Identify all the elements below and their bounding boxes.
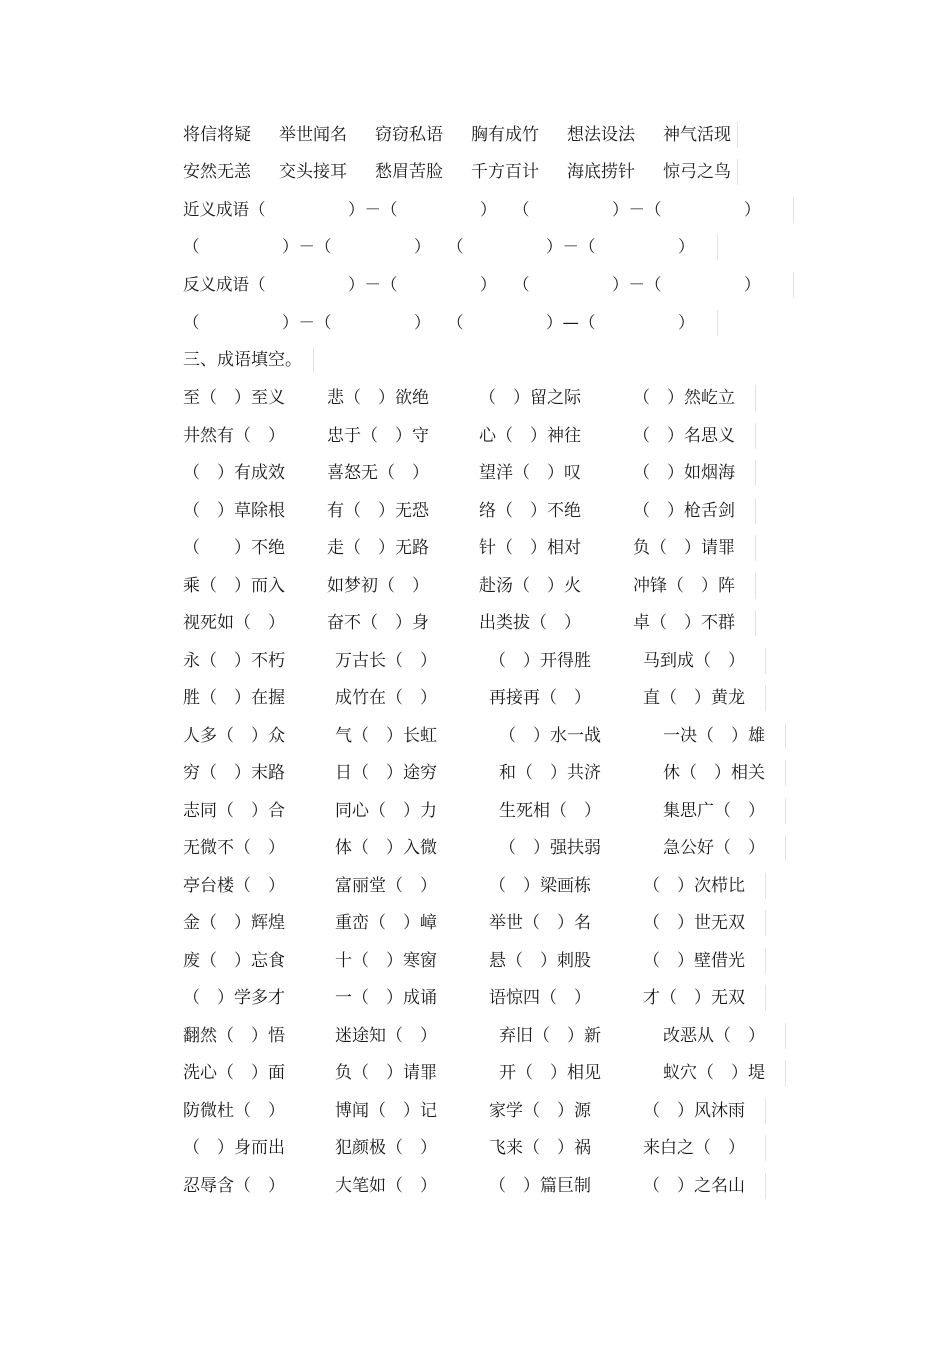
idiom-blank: 奋不（ ）身 [327,613,429,633]
idiom-blank: 成竹在（ ） [335,688,437,708]
idiom-word: 窃窃私语 [375,125,443,145]
idiom-blank: 博闻（ ）记 [335,1101,437,1121]
idiom-blank: 开（ ）相见 [499,1063,601,1083]
idiom-blank: 胜（ ）在握 [183,688,285,708]
idiom-blank: 万古长（ ） [335,651,437,671]
idiom-blank: 一（ ）成诵 [335,988,437,1008]
idiom-row [183,1173,766,1199]
idiom-blank: （ ）身而出 [183,1138,285,1158]
idiom-blank: 有（ ）无恐 [327,501,429,521]
idiom-blank: （ ）强扶弱 [499,838,601,858]
idiom-blank: 马到成（ ） [643,651,745,671]
idiom-blank: 举世（ ）名 [489,913,591,933]
idiom-blank: （ ）壁借光 [643,951,745,971]
idiom-blank: （ ）枪舌剑 [633,501,735,521]
idiom-word: 胸有成竹 [471,125,539,145]
idiom-blank: （ ）风沐雨 [643,1101,745,1121]
idiom-blank: （ ）草除根 [183,501,285,521]
idiom-blank: 和（ ）共济 [499,763,601,783]
idiom-blank: 出类拔（ ） [479,613,581,633]
idiom-row [183,648,766,674]
idiom-blank: 负（ ）请罪 [335,1063,437,1083]
idiom-blank: 大笔如（ ） [335,1176,437,1196]
idiom-word: 千方百计 [471,162,539,182]
idiom-blank: 再接再（ ） [489,688,591,708]
idiom-row [183,423,756,449]
idiom-row [183,760,786,786]
idiom-blank: 废（ ）忘食 [183,951,285,971]
idiom-word: 将信将疑 [183,125,251,145]
idiom-blank: 集思广（ ） [663,801,765,821]
idiom-blank: 赴汤（ ）火 [479,576,581,596]
idiom-blank: （ ）次栉比 [643,876,745,896]
idiom-row [183,985,766,1011]
synonym-line-2: （ ）－（ ） （ ）－（ ） [183,234,718,260]
idiom-blank: 重峦（ ）嶂 [335,913,437,933]
idiom-blank: （ ）梁画栋 [489,876,591,896]
idiom-blank: 一决（ ）雄 [663,726,765,746]
section-heading: 三、成语填空。 [183,347,314,373]
idiom-blank: （ ）开得胜 [489,651,591,671]
idiom-blank: 针（ ）相对 [479,538,581,558]
word-list-row-2 [183,159,738,185]
idiom-blank: 冲锋（ ）阵 [633,576,735,596]
antonym-line-2: （ ）－（ ） （ ）—（ ） [183,310,718,336]
idiom-blank: 生死相（ ） [499,801,601,821]
idiom-blank: 气（ ）长虹 [335,726,437,746]
idiom-row [183,385,756,411]
idiom-blank: 走（ ）无路 [327,538,429,558]
idiom-blank: 悲（ ）欲绝 [327,388,429,408]
idiom-row [183,723,786,749]
idiom-blank: 心（ ）神往 [479,426,581,446]
idiom-blank: 志同（ ）合 [183,801,285,821]
idiom-blank: 体（ ）入微 [335,838,437,858]
idiom-blank: 悬（ ）刺股 [489,951,591,971]
idiom-blank: 迷途知（ ） [335,1026,437,1046]
idiom-blank: （ ）世无双 [643,913,745,933]
idiom-blank: 亭台楼（ ） [183,876,285,896]
idiom-blank: 蚁穴（ ）堤 [663,1063,765,1083]
idiom-blank: （ ）留之际 [479,388,581,408]
idiom-blank: 穷（ ）末路 [183,763,285,783]
idiom-blank: 如梦初（ ） [327,576,429,596]
idiom-blank: （ ）水一战 [499,726,601,746]
idiom-blank: （ ）如烟海 [633,463,735,483]
idiom-blank: 急公好（ ） [663,838,765,858]
idiom-blank: 同心（ ）力 [335,801,437,821]
idiom-word: 惊弓之鸟 [663,162,731,182]
idiom-blank: （ ）篇巨制 [489,1176,591,1196]
idiom-row [183,460,756,486]
idiom-row [183,535,756,561]
idiom-row [183,1098,766,1124]
idiom-row [183,610,756,636]
idiom-blank: 络（ ）不绝 [479,501,581,521]
idiom-blank: 休（ ）相关 [663,763,765,783]
idiom-blank: 弃旧（ ）新 [499,1026,601,1046]
idiom-blank: 富丽堂（ ） [335,876,437,896]
idiom-blank: 语惊四（ ） [489,988,591,1008]
idiom-word: 安然无恙 [183,162,251,182]
idiom-blank: 金（ ）辉煌 [183,913,285,933]
idiom-blank: 犯颜极（ ） [335,1138,437,1158]
idiom-blank: （ ）名思义 [633,426,735,446]
idiom-blank: 来白之（ ） [643,1138,745,1158]
idiom-blank: 忍辱含（ ） [183,1176,285,1196]
idiom-row [183,835,786,861]
idiom-blank: （ ）不绝 [183,538,285,558]
idiom-word: 举世闻名 [279,125,347,145]
word-list-row-1 [183,122,738,148]
idiom-blank: 视死如（ ） [183,613,285,633]
idiom-blank: 井然有（ ） [183,426,285,446]
idiom-blank: 改恶从（ ） [663,1026,765,1046]
idiom-blank: 日（ ）途穷 [335,763,437,783]
idiom-blank: （ ）学多才 [183,988,285,1008]
idiom-blank: 飞来（ ）祸 [489,1138,591,1158]
idiom-row [183,1135,766,1161]
idiom-word: 交头接耳 [279,162,347,182]
idiom-row [183,873,766,899]
idiom-blank: 望洋（ ）叹 [479,463,581,483]
idiom-blank: 喜怒无（ ） [327,463,429,483]
idiom-blank: 翻然（ ）悟 [183,1026,285,1046]
idiom-blank: 十（ ）寒窗 [335,951,437,971]
idiom-word: 神气活现 [663,125,731,145]
idiom-blank: 负（ ）请罪 [633,538,735,558]
idiom-blank: 卓（ ）不群 [633,613,735,633]
idiom-blank: 洗心（ ）面 [183,1063,285,1083]
idiom-blank: 防微杜（ ） [183,1101,285,1121]
idiom-row [183,1060,786,1086]
idiom-row [183,573,756,599]
idiom-blank: （ ）之名山 [643,1176,745,1196]
idiom-blank: 人多（ ）众 [183,726,285,746]
idiom-row [183,910,766,936]
idiom-word: 愁眉苦脸 [375,162,443,182]
idiom-blank: 直（ ）黄龙 [643,688,745,708]
idiom-blank: 乘（ ）而入 [183,576,285,596]
idiom-word: 海底捞针 [567,162,635,182]
idiom-blank: 忠于（ ）守 [327,426,429,446]
idiom-blank: 才（ ）无双 [643,988,745,1008]
idiom-row [183,948,766,974]
idiom-blank: 家学（ ）源 [489,1101,591,1121]
idiom-row [183,498,756,524]
idiom-word: 想法设法 [567,125,635,145]
idiom-row [183,1023,786,1049]
synonym-line-1: 近义成语（ ）－（ ） （ ）－（ ） [183,197,794,223]
idiom-blank: （ ）然屹立 [633,388,735,408]
idiom-row [183,798,786,824]
idiom-blank: （ ）有成效 [183,463,285,483]
idiom-blank: 至（ ）至义 [183,388,285,408]
antonym-line-1: 反义成语（ ）－（ ） （ ）－（ ） [183,272,794,298]
idiom-row [183,685,766,711]
idiom-blank: 永（ ）不朽 [183,651,285,671]
idiom-blank: 无微不（ ） [183,838,285,858]
